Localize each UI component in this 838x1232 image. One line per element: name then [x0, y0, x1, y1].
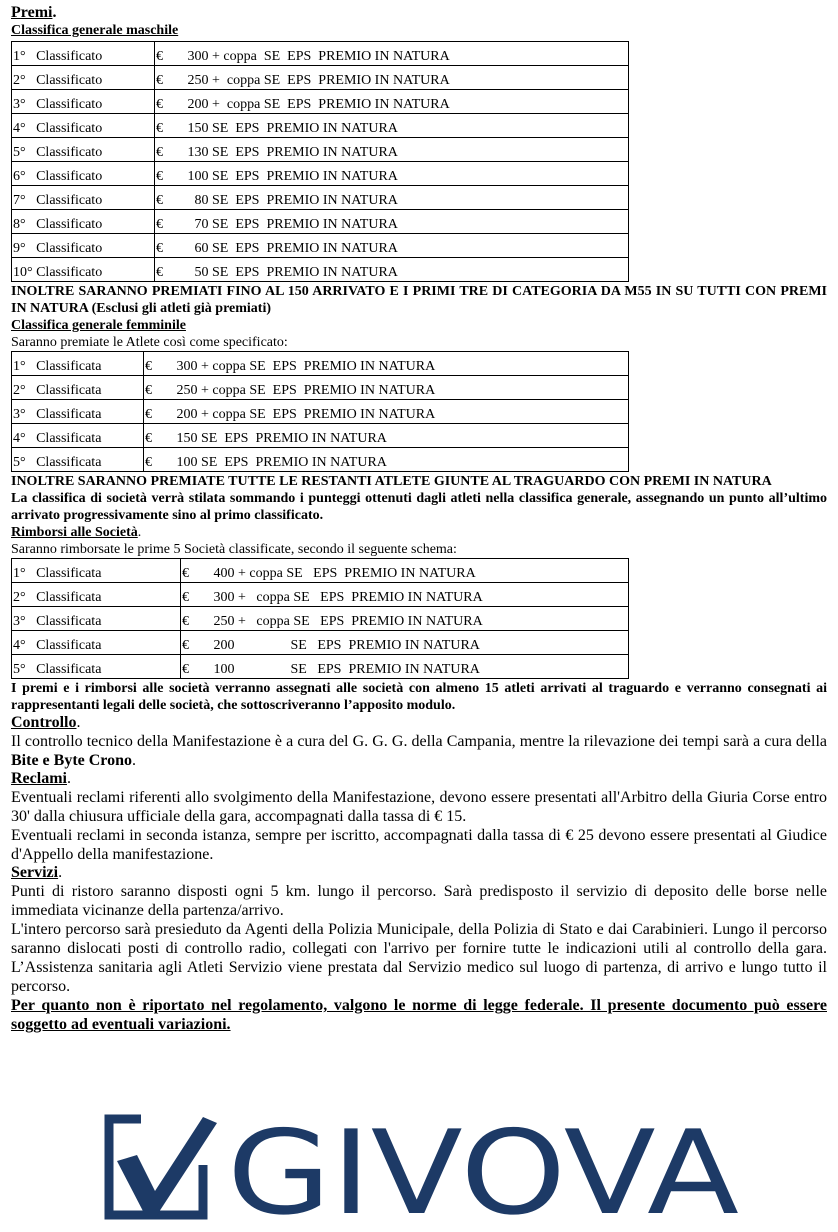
currency-symbol: € — [145, 383, 152, 398]
__rimb-row — [12, 559, 629, 583]
__male-row — [12, 42, 629, 66]
__male-pos-cell: 8° Classificato — [12, 210, 155, 234]
currency-symbol: € — [145, 359, 152, 374]
prize-text: 250 + coppa SE EPS PREMIO IN NATURA — [152, 383, 436, 398]
prize-cell — [181, 583, 629, 607]
servizi-heading: Servizi. — [11, 864, 63, 881]
__rimb-pos-cell: 2° Classificata — [12, 583, 181, 607]
prize-cell — [181, 607, 629, 631]
prize-text: 200 SE EPS PREMIO IN NATURA — [189, 638, 480, 653]
timing-company: Bite e Byte Crono — [11, 752, 133, 769]
servizi-paragraph-1: Punti di ristoro saranno disposti ogni 5 km. lungo il percorso. Sarà predisposto il servizio di deposito delle borse nelle immediata vicinanze della partenza/arrivo. — [11, 883, 827, 919]
female-classification-heading: Classifica generale femminile — [11, 318, 186, 333]
female-intro: Saranno premiate le Atlete così come specificato: — [11, 335, 288, 350]
rimborsi-intro: Saranno rimborsate le prime 5 Società classificate, secondo il seguente schema: — [11, 542, 457, 557]
prize-cell — [155, 162, 629, 186]
__male-pos-cell: 2° Classificato — [12, 66, 155, 90]
rimborsi-table — [11, 558, 629, 679]
prize-text: 150 SE EPS PREMIO IN NATURA — [152, 431, 387, 446]
__female-row — [12, 376, 629, 400]
__female-pos-cell: 3° Classificata — [12, 400, 144, 424]
male-extra-note: INOLTRE SARANNO PREMIATI FINO AL 150 ARRIVATO E I PRIMI TRE DI CATEGORIA DA M55 IN SU TUTTI CON PREMI IN NATURA (Esclusi gli atleti già premiati) — [11, 284, 827, 316]
currency-symbol: € — [182, 662, 189, 677]
prize-cell — [144, 376, 629, 400]
male-prize-table — [11, 41, 629, 282]
__male-pos-cell: 4° Classificato — [12, 114, 155, 138]
currency-symbol: € — [156, 97, 163, 112]
__female-row — [12, 352, 629, 376]
reclami-heading: Reclami. — [11, 770, 71, 787]
currency-symbol: € — [156, 73, 163, 88]
prize-text: 200 + coppa SE EPS PREMIO IN NATURA — [163, 97, 450, 112]
prize-cell — [155, 258, 629, 282]
currency-symbol: € — [145, 407, 152, 422]
__rimb-pos-cell: 5° Classificata — [12, 655, 181, 679]
society-ranking-rule: La classifica di società verrà stilata sommando i punteggi ottenuti dagli atleti nella classifica generale, assegnando un punto all’ultimo arrivato progressivamente sino al primo classificato. — [11, 491, 827, 523]
__male-row — [12, 162, 629, 186]
__rimb-pos-cell: 3° Classificata — [12, 607, 181, 631]
__male-pos-cell: 3° Classificato — [12, 90, 155, 114]
prize-cell — [181, 655, 629, 679]
prize-text: 250 + coppa SE EPS PREMIO IN NATURA — [163, 73, 450, 88]
__rimb-row — [12, 583, 629, 607]
final-note: Per quanto non è riportato nel regolamento, valgono le norme di legge federale. Il presente documento può essere soggetto ad eventuali variazioni. — [11, 997, 827, 1033]
controllo-heading: Controllo. — [11, 714, 81, 731]
__female-row — [12, 400, 629, 424]
__male-row — [12, 114, 629, 138]
prize-text: 50 SE EPS PREMIO IN NATURA — [163, 265, 398, 280]
__rimb-row — [12, 607, 629, 631]
reclami-paragraph-2: Eventuali reclami in seconda istanza, sempre per iscritto, accompagnati dalla tassa di € 25 devono essere presentati al Giudice d'Appello della manifestazione. — [11, 827, 827, 863]
prize-text: 300 + coppa SE EPS PREMIO IN NATURA — [152, 359, 436, 374]
prize-text: 100 SE EPS PREMIO IN NATURA — [163, 169, 398, 184]
givova-logo — [99, 1113, 739, 1221]
prize-cell — [181, 631, 629, 655]
currency-symbol: € — [156, 49, 163, 64]
document-page — [11, 4, 827, 1034]
__female-pos-cell: 4° Classificata — [12, 424, 144, 448]
__rimb-row — [12, 631, 629, 655]
__male-row — [12, 258, 629, 282]
male-classification-heading: Classifica generale maschile — [11, 23, 179, 38]
__male-row — [12, 186, 629, 210]
__male-pos-cell: 1° Classificato — [12, 42, 155, 66]
__female-row — [12, 448, 629, 472]
__male-pos-cell: 5° Classificato — [12, 138, 155, 162]
__male-pos-cell: 7° Classificato — [12, 186, 155, 210]
__male-row — [12, 234, 629, 258]
currency-symbol: € — [182, 566, 189, 581]
prize-cell — [155, 66, 629, 90]
prize-text: 300 + coppa SE EPS PREMIO IN NATURA — [189, 590, 483, 605]
prize-text: 200 + coppa SE EPS PREMIO IN NATURA — [152, 407, 436, 422]
prize-text: 150 SE EPS PREMIO IN NATURA — [163, 121, 398, 136]
currency-symbol: € — [156, 121, 163, 136]
__male-row — [12, 138, 629, 162]
currency-symbol: € — [156, 265, 163, 280]
__rimb-pos-cell: 4° Classificata — [12, 631, 181, 655]
prize-text: 130 SE EPS PREMIO IN NATURA — [163, 145, 398, 160]
prize-cell — [155, 138, 629, 162]
__rimb-row — [12, 655, 629, 679]
prize-text: 80 SE EPS PREMIO IN NATURA — [163, 193, 398, 208]
__female-pos-cell: 5° Classificata — [12, 448, 144, 472]
prize-text: 60 SE EPS PREMIO IN NATURA — [163, 241, 398, 256]
__rimb-pos-cell: 1° Classificata — [12, 559, 181, 583]
currency-symbol: € — [182, 590, 189, 605]
__male-pos-cell: 9° Classificato — [12, 234, 155, 258]
prize-cell — [181, 559, 629, 583]
female-prize-table — [11, 351, 629, 472]
prize-text: 100 SE EPS PREMIO IN NATURA — [189, 662, 480, 677]
prize-cell — [155, 114, 629, 138]
controllo-text: Il controllo tecnico della Manifestazione è a cura del G. G. G. della Campania, mentre la rilevazione dei tempi sarà a cura della Bite e Byte Crono. — [11, 733, 827, 769]
prize-text: 250 + coppa SE EPS PREMIO IN NATURA — [189, 614, 483, 629]
currency-symbol: € — [156, 217, 163, 232]
prize-text: 100 SE EPS PREMIO IN NATURA — [152, 455, 387, 470]
prize-cell — [144, 424, 629, 448]
currency-symbol: € — [156, 193, 163, 208]
__male-row — [12, 66, 629, 90]
logo-wordmark: GIVOVA — [227, 1113, 739, 1221]
prize-text: 70 SE EPS PREMIO IN NATURA — [163, 217, 398, 232]
currency-symbol: € — [182, 638, 189, 653]
prize-cell — [155, 234, 629, 258]
prize-cell — [144, 448, 629, 472]
reclami-paragraph-1: Eventuali reclami riferenti allo svolgimento della Manifestazione, devono essere presentati all'Arbitro della Giuria Corse entro 30' dalla chiusura ufficiale della gara, accompagnati dalla tassa di € 15. — [11, 789, 827, 825]
currency-symbol: € — [156, 241, 163, 256]
__female-pos-cell: 2° Classificata — [12, 376, 144, 400]
__male-row — [12, 90, 629, 114]
__female-pos-cell: 1° Classificata — [12, 352, 144, 376]
prize-text: 400 + coppa SE EPS PREMIO IN NATURA — [189, 566, 476, 581]
currency-symbol: € — [156, 169, 163, 184]
prize-cell — [144, 352, 629, 376]
prize-cell — [144, 400, 629, 424]
__male-pos-cell: 10° Classificato — [12, 258, 155, 282]
servizi-paragraph-2: L'intero percorso sarà presieduto da Agenti della Polizia Municipale, della Polizia di Stato e dai Carabinieri. Lungo il percorso saranno dislocati posti di controllo radio, collegati con l'arrivo per fornire tutte le indicazioni utili al controllo della gara. L’Assistenza sanitaria agli Atleti Servizio viene prestata dal Servizio medico sul luogo di partenza, di arrivo e lungo tutto il percorso. — [11, 921, 827, 995]
currency-symbol: € — [156, 145, 163, 160]
__female-row — [12, 424, 629, 448]
currency-symbol: € — [182, 614, 189, 629]
currency-symbol: € — [145, 455, 152, 470]
prize-cell — [155, 186, 629, 210]
rimborsi-heading: Rimborsi alle Società. — [11, 525, 142, 540]
__male-row — [12, 210, 629, 234]
female-extra-note: INOLTRE SARANNO PREMIATE TUTTE LE RESTANTI ATLETE GIUNTE AL TRAGUARDO CON PREMI IN NATURA — [11, 474, 772, 489]
rimborsi-note: I premi e i rimborsi alle società verranno assegnati alle società con almeno 15 atleti arrivati al traguardo e verranno consegnati ai rappresentanti legali delle società, che sottoscriveranno l’apposito modulo. — [11, 681, 827, 713]
prize-cell — [155, 210, 629, 234]
prize-cell — [155, 90, 629, 114]
currency-symbol: € — [145, 431, 152, 446]
prize-cell — [155, 42, 629, 66]
__male-pos-cell: 6° Classificato — [12, 162, 155, 186]
premi-heading: Premi. — [11, 4, 57, 21]
prize-text: 300 + coppa SE EPS PREMIO IN NATURA — [163, 49, 450, 64]
